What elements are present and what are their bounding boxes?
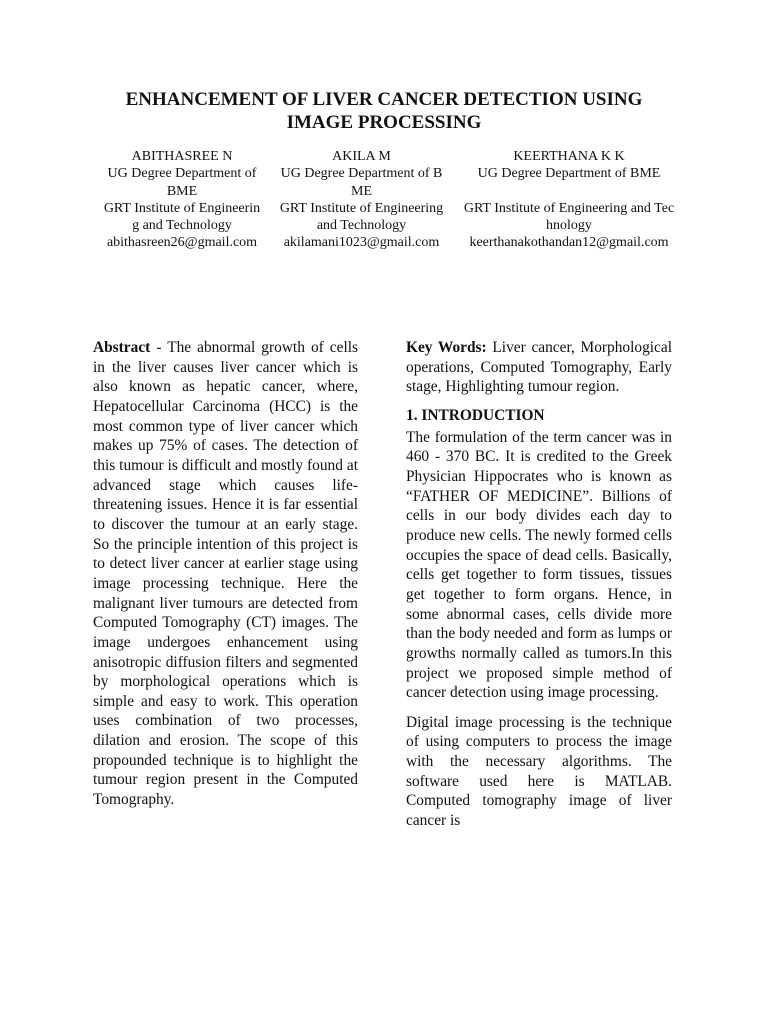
author-email: keerthanakothandan12@gmail.com xyxy=(469,235,669,251)
author-department: UG Degree Department of BME xyxy=(107,166,257,199)
author-institute: GRT Institute of Engineering and Technology xyxy=(279,200,444,234)
author-1 xyxy=(103,148,261,252)
author-institute: GRT Institute of Engineering and Technology xyxy=(463,200,675,233)
right-column xyxy=(406,338,672,831)
title-line-1: ENHANCEMENT OF LIVER CANCER DETECTION USING xyxy=(125,89,643,110)
author-email: abithasreen26@gmail.com xyxy=(106,235,258,251)
introduction-paragraph-2: Digital image processing is the technique of using computers to process the image with the necessary algorithms. The software used here is MATLAB. Computed tomography image of liver cancer is xyxy=(406,713,672,830)
keywords-label: Key Words: xyxy=(406,339,487,356)
abstract-paragraph xyxy=(93,338,358,810)
author-name: AKILA M xyxy=(332,149,391,164)
keywords-paragraph xyxy=(406,338,672,397)
author-name: KEERTHANA K K xyxy=(513,149,625,164)
keywords-text: Liver cancer, Morphological operations, Computed Tomography, Early stage, Highlighting tumour region. xyxy=(406,339,672,396)
left-column xyxy=(93,338,358,810)
author-institute: GRT Institute of Engineering and Technology xyxy=(103,200,261,234)
section-heading-introduction: 1. INTRODUCTION xyxy=(406,406,545,424)
paper-title xyxy=(60,88,708,134)
author-email: akilamani1023@gmail.com xyxy=(283,235,440,251)
abstract-label: Abstract xyxy=(93,339,151,356)
introduction-paragraph-1: The formulation of the term cancer was in 460 - 370 BC. It is credited to the Greek Physician Hippocrates who is known as “FATHER OF MEDICINE”. Billions of cells in our body divides each day to produce new cells. The newly formed cells occupies the space of dead cells. Basically, cells get together to form tissues, tissues get together to form organs. Hence, in some abnormal cases, cells divide more than the body needed and form as lumps or growths normally called as tumors.In this project we proposed simple method of cancer detection using image processing. xyxy=(406,428,672,702)
abstract-text: - The abnormal growth of cells in the liver causes liver cancer which is also known as hepatic cancer, where, Hepatocellular Carcinoma (HCC) is the most common type of liver cancer which makes up 75% of cases. The detection of this tumour is difficult and mostly found at advanced stage which causes life-threatening issues. Hence it is far essential to discover the tumour at an early stage. So the principle intention of this project is to detect liver cancer at earlier stage using image processing technique. Here the malignant liver tumours are detected from Computed Tomography (CT) images. The image undergoes enhancement using anisotropic diffusion filters and segmented by morphological operations which is simple and easy to work. This operation uses combination of two processes, dilation and erosion. The scope of this propounded technique is to highlight the tumour region present in the Computed Tomography. xyxy=(93,339,358,809)
author-block xyxy=(90,148,690,298)
author-2 xyxy=(275,148,448,252)
author-department: UG Degree Department of BME xyxy=(280,166,443,199)
title-line-2: IMAGE PROCESSING xyxy=(286,112,482,133)
author-3 xyxy=(462,148,676,251)
author-name: ABITHASREE N xyxy=(131,149,233,164)
author-department: UG Degree Department of BME xyxy=(477,166,661,182)
